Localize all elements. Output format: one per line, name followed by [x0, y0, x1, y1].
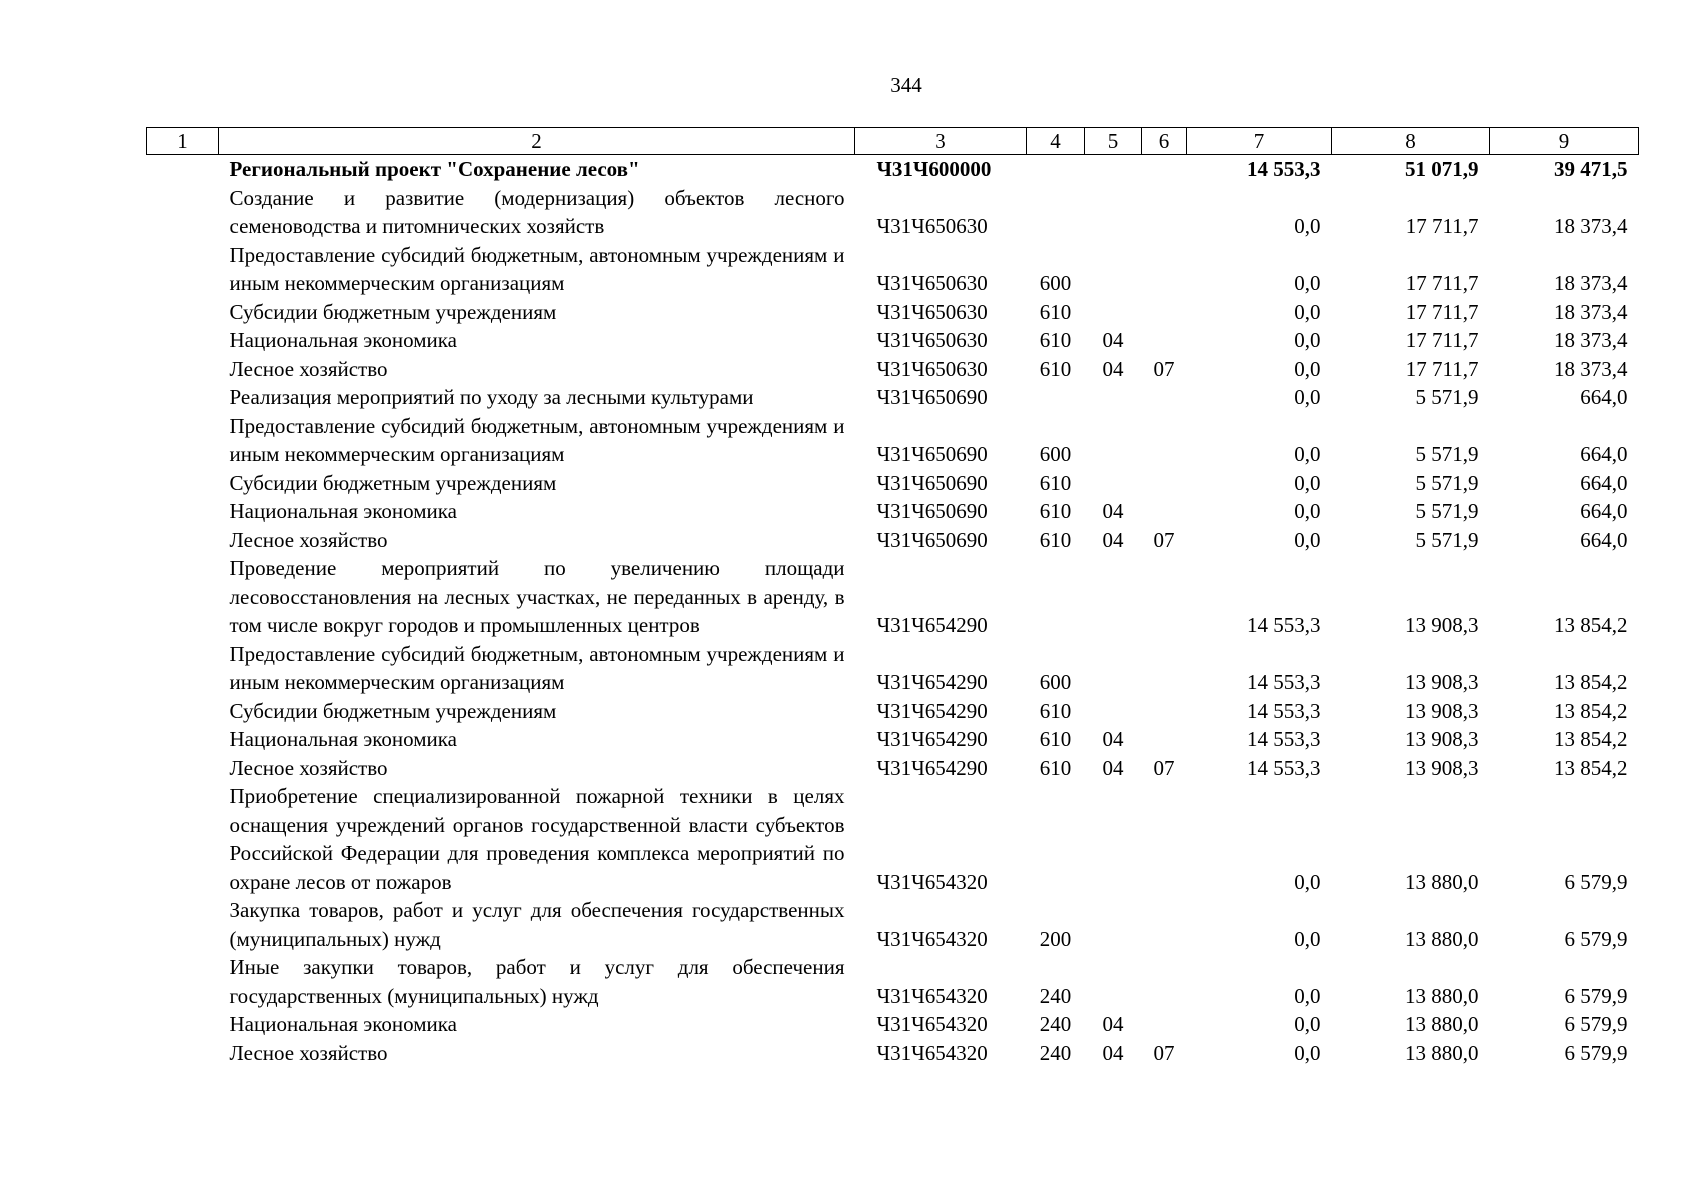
- item-name: Национальная экономика: [229, 727, 457, 751]
- amount-col-8: 5 571,9: [1415, 527, 1479, 552]
- amount-col-8: 5 571,9: [1415, 442, 1479, 466]
- subsection-code: [1142, 497, 1187, 526]
- item-name: Предоставление субсидий бюджетным, автономным учреждениям и иным некоммерческим организациям: [229, 641, 845, 694]
- row-number-cell: [147, 640, 219, 697]
- amount-col-7: 0,0: [1294, 527, 1321, 552]
- row-number-cell: [147, 526, 219, 555]
- row-number-cell: [147, 412, 219, 469]
- expense-type-code: 610: [1039, 356, 1072, 381]
- section-code: 04: [1102, 356, 1124, 381]
- row-number-cell: [147, 725, 219, 754]
- amount-col-7: 0,0: [1294, 983, 1321, 1008]
- expense-type-code: [1027, 184, 1085, 241]
- row-number-cell: [147, 953, 219, 1010]
- table-row: [147, 640, 1639, 697]
- section-code: 04: [1102, 1040, 1124, 1065]
- row-number-cell: [147, 754, 219, 783]
- subsection-code: [1142, 241, 1187, 298]
- target-article-code: Ч31Ч654320: [876, 926, 988, 951]
- expense-type-code: [1027, 782, 1085, 896]
- amount-col-9: 13 854,2: [1554, 613, 1628, 637]
- section-code: [1085, 184, 1142, 241]
- section-code: [1085, 155, 1142, 184]
- item-name: Национальная экономика: [229, 1012, 457, 1036]
- item-name: Предоставление субсидий бюджетным, автономным учреждениям и иным некоммерческим организациям: [229, 242, 845, 295]
- section-code: [1085, 469, 1142, 498]
- row-number-cell: [147, 782, 219, 896]
- expense-type-code: 600: [1039, 442, 1072, 466]
- amount-col-9: 664,0: [1580, 442, 1628, 466]
- column-number: 1: [147, 128, 219, 155]
- amount-col-7: 0,0: [1294, 1012, 1321, 1036]
- row-number-cell: [147, 469, 219, 498]
- section-code: [1085, 953, 1142, 1010]
- amount-col-7: 0,0: [1294, 1040, 1321, 1065]
- amount-col-9: 18 373,4: [1554, 299, 1628, 324]
- amount-col-7: 0,0: [1294, 470, 1321, 495]
- item-name: Иные закупки товаров, работ и услуг для обеспечения государственных (муниципальных) нужд: [229, 955, 845, 1008]
- expense-type-code: 610: [1039, 527, 1072, 552]
- row-number-cell: [147, 1039, 219, 1068]
- target-article-code: Ч31Ч650630: [876, 356, 988, 381]
- target-article-code: Ч31Ч654290: [876, 698, 988, 723]
- target-article-code: Ч31Ч654320: [876, 869, 988, 894]
- row-number-cell: [147, 497, 219, 526]
- amount-col-8: 13 880,0: [1405, 1040, 1479, 1065]
- expense-type-code: [1027, 155, 1085, 184]
- section-code: [1085, 697, 1142, 726]
- item-name: Национальная экономика: [229, 328, 457, 352]
- column-number: 6: [1142, 128, 1187, 155]
- expense-type-code: 240: [1039, 1040, 1072, 1065]
- subsection-code: [1142, 554, 1187, 640]
- subsection-code: [1142, 1010, 1187, 1039]
- target-article-code: Ч31Ч650690: [876, 385, 988, 409]
- target-article-code: Ч31Ч600000: [876, 157, 992, 181]
- table-row: [147, 782, 1639, 896]
- subsection-code: [1142, 697, 1187, 726]
- amount-col-9: 6 579,9: [1564, 1012, 1628, 1036]
- column-number: 5: [1085, 128, 1142, 155]
- amount-col-9: 13 854,2: [1554, 670, 1628, 694]
- item-name: Лесное хозяйство: [229, 356, 388, 381]
- target-article-code: Ч31Ч654290: [876, 670, 988, 694]
- item-name: Проведение мероприятий по увеличению площади лесовосстановления на лесных участках, не переданных в аренду, в том числе вокруг городов и промышленных центров: [229, 556, 845, 637]
- item-name: Лесное хозяйство: [229, 755, 388, 780]
- row-number-cell: [147, 155, 219, 184]
- item-name: Национальная экономика: [229, 499, 457, 523]
- section-code: 04: [1102, 727, 1124, 751]
- amount-col-8: 13 908,3: [1405, 727, 1479, 751]
- target-article-code: Ч31Ч654290: [876, 727, 988, 751]
- target-article-code: Ч31Ч650630: [876, 271, 988, 295]
- amount-col-8: 13 908,3: [1405, 698, 1479, 723]
- target-article-code: Ч31Ч654290: [876, 755, 988, 780]
- subsection-code: 07: [1153, 755, 1175, 780]
- expense-type-code: 240: [1039, 1012, 1072, 1036]
- row-number-cell: [147, 184, 219, 241]
- expense-type-code: 600: [1039, 271, 1072, 295]
- amount-col-8: 17 711,7: [1405, 214, 1479, 238]
- amount-col-9: 664,0: [1580, 527, 1628, 552]
- amount-col-8: 13 908,3: [1405, 755, 1479, 780]
- amount-col-7: 0,0: [1294, 299, 1321, 324]
- amount-col-7: 14 553,3: [1247, 613, 1321, 637]
- subsection-code: 07: [1153, 527, 1175, 552]
- amount-col-9: 13 854,2: [1554, 698, 1628, 723]
- amount-col-8: 5 571,9: [1415, 470, 1479, 495]
- amount-col-8: 17 711,7: [1405, 356, 1479, 381]
- expense-type-code: [1027, 554, 1085, 640]
- table-row: [147, 412, 1639, 469]
- target-article-code: Ч31Ч650690: [876, 499, 988, 523]
- subsection-code: [1142, 469, 1187, 498]
- amount-col-9: 664,0: [1580, 499, 1628, 523]
- item-name: Реализация мероприятий по уходу за лесными культурами: [229, 385, 754, 409]
- target-article-code: Ч31Ч654320: [876, 1012, 988, 1036]
- amount-col-7: 0,0: [1294, 442, 1321, 466]
- table-row: [147, 355, 1639, 384]
- target-article-code: Ч31Ч650690: [876, 442, 988, 466]
- expense-type-code: 610: [1039, 698, 1072, 723]
- item-name: Субсидии бюджетным учреждениям: [229, 299, 557, 324]
- target-article-code: Ч31Ч650630: [876, 299, 988, 324]
- page-number: 344: [890, 73, 922, 97]
- target-article-code: Ч31Ч650690: [876, 527, 988, 552]
- subsection-code: [1142, 326, 1187, 355]
- column-number: 8: [1332, 128, 1490, 155]
- subsection-code: 07: [1153, 356, 1175, 381]
- amount-col-8: 13 880,0: [1405, 926, 1479, 951]
- section-code: 04: [1102, 499, 1124, 523]
- amount-col-9: 6 579,9: [1564, 1040, 1628, 1065]
- item-name: Приобретение специализированной пожарной техники в целях оснащения учреждений органов государственной власти субъектов Российской Федерации для проведения комплекса мероприятий по охране лесов от пожаров: [229, 784, 845, 894]
- amount-col-7: 0,0: [1294, 499, 1321, 523]
- table-row: [147, 953, 1639, 1010]
- row-number-cell: [147, 697, 219, 726]
- amount-col-9: 664,0: [1580, 385, 1628, 409]
- subsection-code: [1142, 383, 1187, 412]
- amount-col-9: 18 373,4: [1554, 214, 1628, 238]
- row-number-cell: [147, 326, 219, 355]
- column-number-row: [147, 128, 1639, 155]
- amount-col-9: 13 854,2: [1554, 755, 1628, 780]
- subsection-code: [1142, 412, 1187, 469]
- subsection-code: [1142, 782, 1187, 896]
- amount-col-8: 13 908,3: [1405, 613, 1479, 637]
- item-name: Закупка товаров, работ и услуг для обеспечения государственных (муниципальных) нужд: [229, 898, 845, 951]
- amount-col-8: 51 071,9: [1405, 157, 1479, 181]
- target-article-code: Ч31Ч654320: [876, 1040, 988, 1065]
- row-number-cell: [147, 896, 219, 953]
- amount-col-9: 18 373,4: [1554, 271, 1628, 295]
- table-row: [147, 554, 1639, 640]
- amount-col-7: 14 553,3: [1247, 755, 1321, 780]
- amount-col-9: 664,0: [1580, 470, 1628, 495]
- section-code: [1085, 554, 1142, 640]
- expense-type-code: 610: [1039, 328, 1072, 352]
- column-number: 3: [855, 128, 1027, 155]
- expense-type-code: 610: [1039, 499, 1072, 523]
- amount-col-7: 0,0: [1294, 385, 1321, 409]
- section-code: 04: [1102, 755, 1124, 780]
- table-row: [147, 298, 1639, 327]
- target-article-code: Ч31Ч654320: [876, 983, 988, 1008]
- section-code: [1085, 412, 1142, 469]
- section-code: [1085, 383, 1142, 412]
- row-number-cell: [147, 554, 219, 640]
- item-name: Создание и развитие (модернизация) объектов лесного семеноводства и питомнических хозяйств: [229, 185, 845, 238]
- section-code: [1085, 298, 1142, 327]
- budget-table: [146, 127, 1639, 1067]
- amount-col-9: 13 854,2: [1554, 727, 1628, 751]
- amount-col-9: 6 579,9: [1564, 983, 1628, 1008]
- row-number-cell: [147, 298, 219, 327]
- section-code: 04: [1102, 1012, 1124, 1036]
- target-article-code: Ч31Ч650690: [876, 470, 988, 495]
- subsection-code: [1142, 298, 1187, 327]
- amount-col-7: 0,0: [1294, 869, 1321, 894]
- amount-col-9: 18 373,4: [1554, 328, 1628, 352]
- amount-col-8: 17 711,7: [1405, 271, 1479, 295]
- target-article-code: Ч31Ч650630: [876, 214, 988, 238]
- table-row: [147, 1039, 1639, 1068]
- amount-col-9: 39 471,5: [1554, 157, 1628, 181]
- table-row: [147, 184, 1639, 241]
- subsection-code: [1142, 953, 1187, 1010]
- target-article-code: Ч31Ч654290: [876, 613, 988, 637]
- subsection-code: [1142, 155, 1187, 184]
- target-article-code: Ч31Ч650630: [876, 328, 988, 352]
- table-row: [147, 526, 1639, 555]
- amount-col-8: 17 711,7: [1405, 328, 1479, 352]
- amount-col-8: 13 880,0: [1405, 983, 1479, 1008]
- amount-col-9: 6 579,9: [1564, 926, 1628, 951]
- amount-col-7: 0,0: [1294, 271, 1321, 295]
- amount-col-7: 0,0: [1294, 356, 1321, 381]
- subsection-code: [1142, 896, 1187, 953]
- expense-type-code: 240: [1039, 983, 1072, 1008]
- amount-col-8: 13 880,0: [1405, 1012, 1479, 1036]
- row-number-cell: [147, 241, 219, 298]
- item-name: Предоставление субсидий бюджетным, автономным учреждениям и иным некоммерческим организациям: [229, 413, 845, 466]
- table-row: [147, 497, 1639, 526]
- item-name: Региональный проект "Сохранение лесов": [229, 157, 640, 181]
- subsection-code: [1142, 725, 1187, 754]
- expense-type-code: 610: [1039, 727, 1072, 751]
- table-row: [147, 241, 1639, 298]
- section-code: [1085, 782, 1142, 896]
- column-number: 4: [1027, 128, 1085, 155]
- table-row: [147, 754, 1639, 783]
- subsection-code: [1142, 640, 1187, 697]
- column-number: 9: [1490, 128, 1639, 155]
- item-name: Субсидии бюджетным учреждениям: [229, 470, 557, 495]
- amount-col-8: 5 571,9: [1415, 385, 1479, 409]
- expense-type-code: 200: [1039, 926, 1072, 951]
- amount-col-7: 14 553,3: [1247, 698, 1321, 723]
- amount-col-7: 14 553,3: [1247, 727, 1321, 751]
- section-code: [1085, 640, 1142, 697]
- table-row: [147, 469, 1639, 498]
- row-number-cell: [147, 1010, 219, 1039]
- amount-col-7: 0,0: [1294, 926, 1321, 951]
- amount-col-8: 17 711,7: [1405, 299, 1479, 324]
- amount-col-7: 14 553,3: [1247, 157, 1321, 181]
- table-row: [147, 383, 1639, 412]
- expense-type-code: [1027, 383, 1085, 412]
- section-code: 04: [1102, 328, 1124, 352]
- item-name: Субсидии бюджетным учреждениям: [229, 698, 557, 723]
- expense-type-code: 610: [1039, 755, 1072, 780]
- table-row: [147, 326, 1639, 355]
- table-row: [147, 1010, 1639, 1039]
- section-code: [1085, 241, 1142, 298]
- column-number: 7: [1187, 128, 1332, 155]
- row-number-cell: [147, 383, 219, 412]
- section-code: 04: [1102, 527, 1124, 552]
- section-code: [1085, 896, 1142, 953]
- expense-type-code: 610: [1039, 299, 1072, 324]
- row-number-cell: [147, 355, 219, 384]
- amount-col-7: 0,0: [1294, 328, 1321, 352]
- table-row: [147, 697, 1639, 726]
- table-row: [147, 155, 1639, 184]
- subsection-code: 07: [1153, 1040, 1175, 1065]
- amount-col-8: 5 571,9: [1415, 499, 1479, 523]
- table-row: [147, 725, 1639, 754]
- subsection-code: [1142, 184, 1187, 241]
- amount-col-7: 14 553,3: [1247, 670, 1321, 694]
- column-number: 2: [219, 128, 855, 155]
- amount-col-8: 13 908,3: [1405, 670, 1479, 694]
- expense-type-code: 610: [1039, 470, 1072, 495]
- table-row: [147, 896, 1639, 953]
- item-name: Лесное хозяйство: [229, 1040, 388, 1065]
- amount-col-7: 0,0: [1294, 214, 1321, 238]
- item-name: Лесное хозяйство: [229, 527, 388, 552]
- expense-type-code: 600: [1039, 670, 1072, 694]
- amount-col-9: 6 579,9: [1564, 869, 1628, 894]
- amount-col-9: 18 373,4: [1554, 356, 1628, 381]
- amount-col-8: 13 880,0: [1405, 869, 1479, 894]
